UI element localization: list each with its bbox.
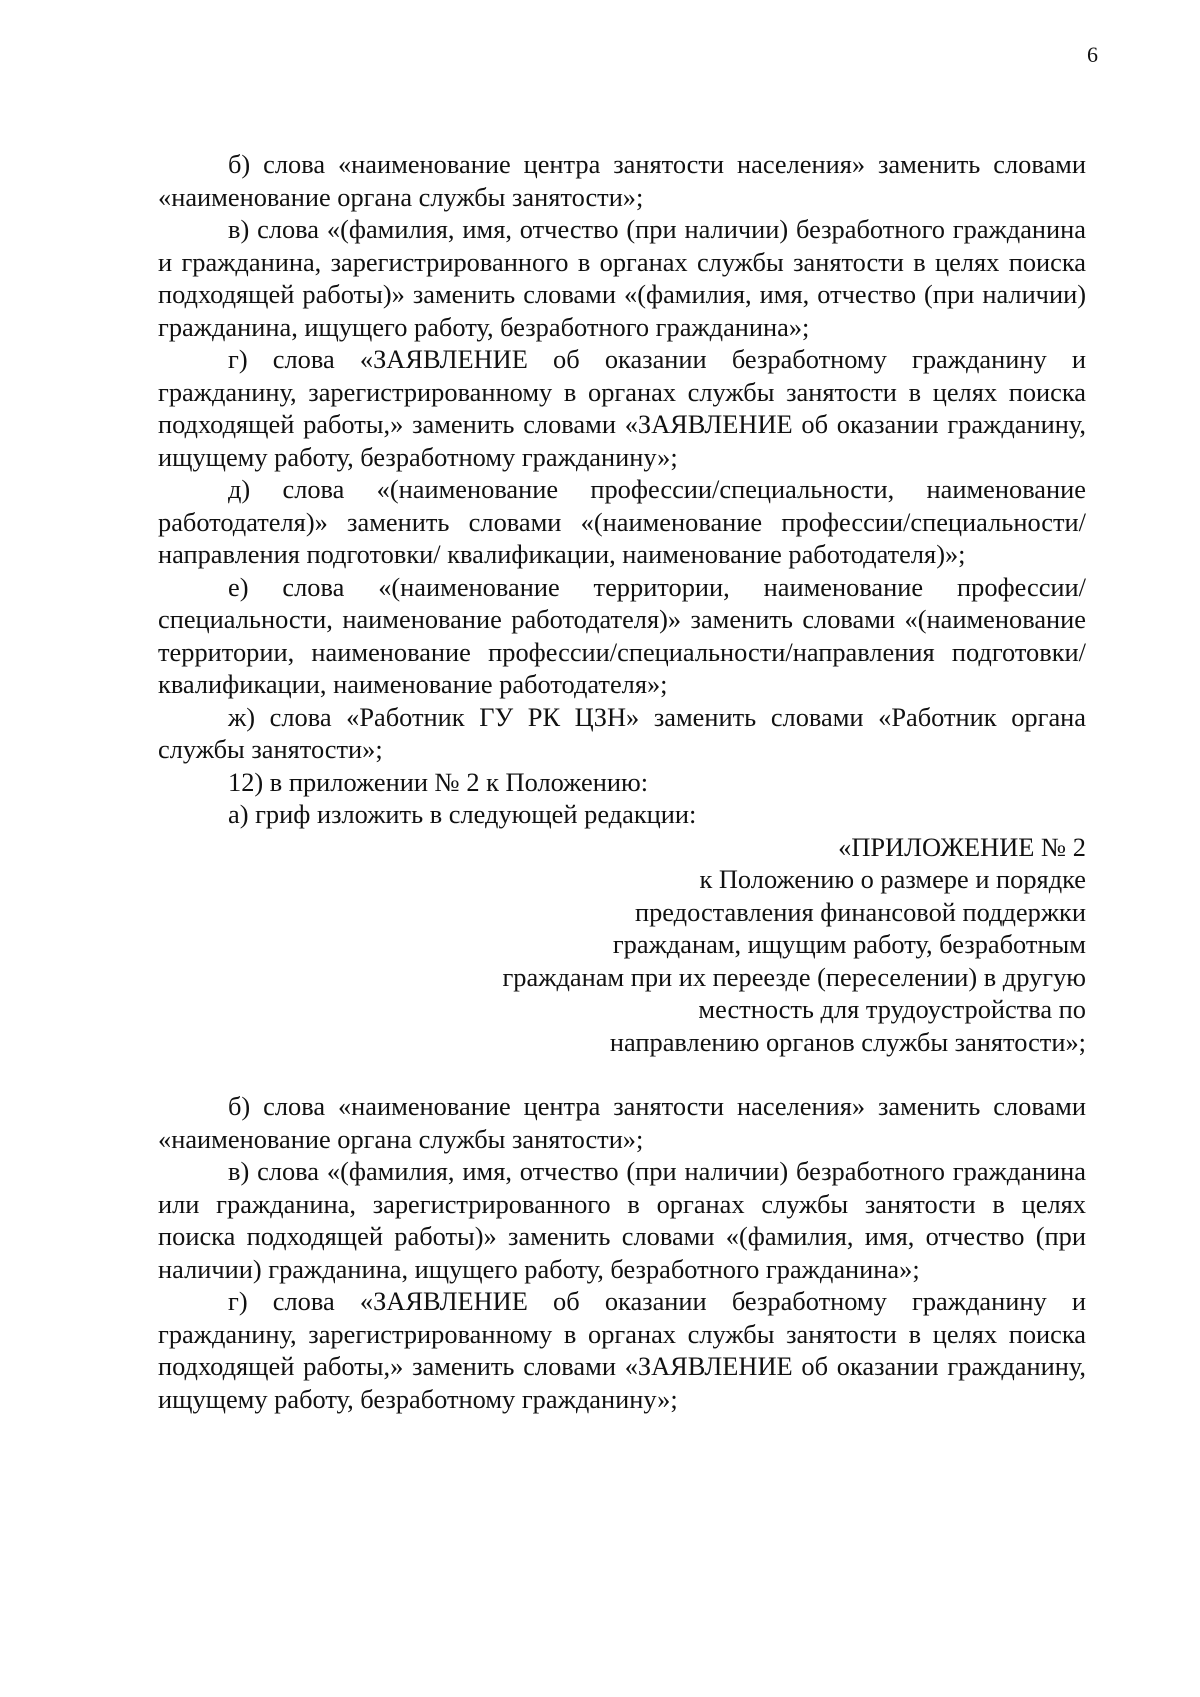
paragraph-v-top: в) слова «(фамилия, имя, отчество (при наличии) безработного гражданина и гражданина, зарегистрированного в органах службы занятости в целях поиска подходящей работы)» заменить словами «(фамилия, имя, отчество (при наличии) гражданина, ищущего работу, безработного гражданина»;	[158, 214, 1086, 342]
paragraph-e: е) слова «(наименование территории, наименование профессии/специальности, наименование работодателя)» заменить словами «(наименование территории, наименование профессии/специальности/направления подготовки/квалификации, наименование работодателя»;	[158, 571, 1086, 699]
paragraph-12: 12) в приложении № 2 к Положению:	[228, 766, 649, 797]
grif-line: направлению органов службы занятости»;	[609, 1026, 1086, 1057]
paragraph-g-top: г) слова «ЗАЯВЛЕНИЕ об оказании безработному гражданину и гражданину, зарегистрированному в органах службы занятости в целях поиска подходящей работы,» заменить словами «ЗАЯВЛЕНИЕ об оказании гражданину, ищущему работу, безработному гражданину»;	[158, 344, 1086, 472]
paragraph-b-top: б) слова «наименование центра занятости населения» заменить словами «наименование органа службы занятости»;	[158, 149, 1086, 212]
grif-line: местность для трудоустройства по	[698, 994, 1086, 1024]
page-number: 6	[1087, 42, 1098, 67]
grif-line: к Положению о размере и порядке	[699, 864, 1086, 894]
paragraph-g-bottom: г) слова «ЗАЯВЛЕНИЕ об оказании безработному гражданину и гражданину, зарегистрированному в органах службы занятости в целях поиска подходящей работы,» заменить словами «ЗАЯВЛЕНИЕ об оказании гражданину, ищущему работу, безработному гражданину»;	[158, 1286, 1086, 1414]
paragraph-b-bottom: б) слова «наименование центра занятости населения» заменить словами «наименование органа службы занятости»;	[158, 1091, 1086, 1154]
grif-line: «ПРИЛОЖЕНИЕ № 2	[838, 831, 1086, 862]
grif-line: предоставления финансовой поддержки	[634, 896, 1086, 927]
document-body	[158, 148, 1086, 1415]
grif-block	[158, 831, 1086, 1059]
paragraph-v-bottom: в) слова «(фамилия, имя, отчество (при наличии) безработного гражданина или гражданина, зарегистрированного в органах службы занятости в целях поиска подходящей работы)» заменить словами «(фамилия, имя, отчество (при наличии) гражданина, ищущего работу, безработного гражданина»;	[158, 1156, 1086, 1284]
paragraph-d: д) слова «(наименование профессии/специальности, наименование работодателя)» заменить словами «(наименование профессии/специальности/ направления подготовки/ квалификации, наименование работодателя)»;	[158, 474, 1086, 569]
paragraph-zh: ж) слова «Работник ГУ РК ЦЗН» заменить словами «Работник органа службы занятости»;	[158, 701, 1086, 764]
grif-line: гражданам, ищущим работу, безработным	[612, 929, 1086, 959]
paragraph-a: а) гриф изложить в следующей редакции:	[228, 799, 697, 829]
spacer	[158, 1058, 1086, 1090]
grif-line: гражданам при их переезде (переселении) в другую	[502, 961, 1086, 992]
